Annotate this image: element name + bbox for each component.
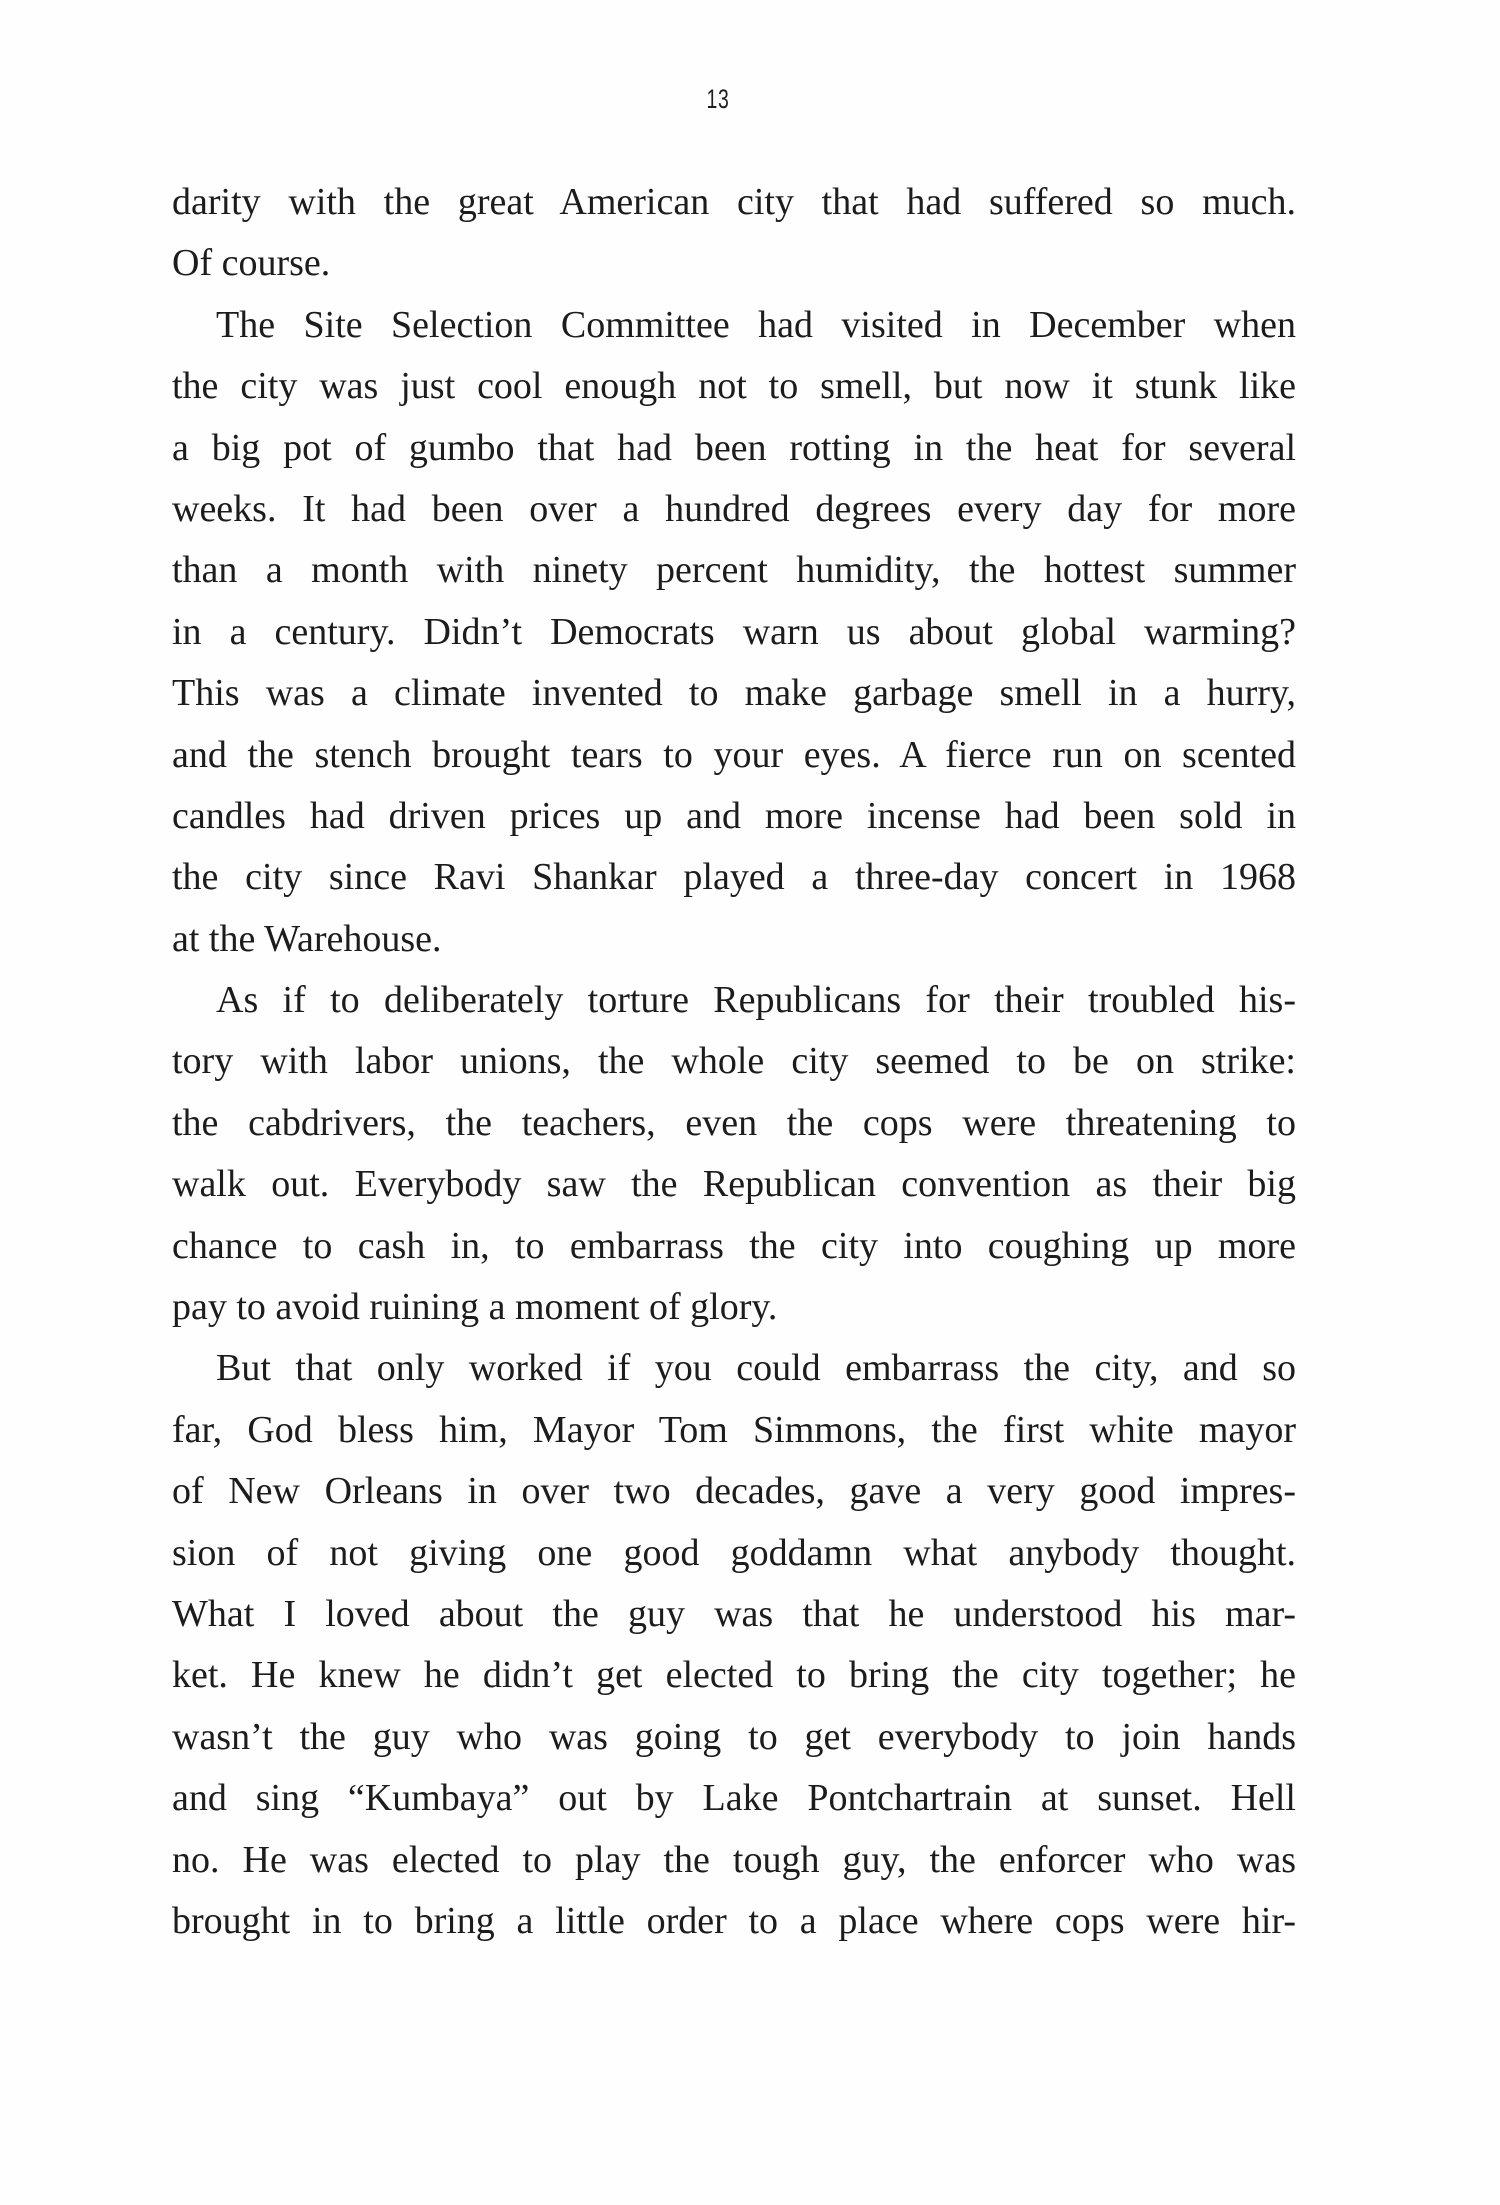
text-line: and the stench brought tears to your eyes. A fierce run on scented bbox=[172, 733, 1296, 776]
paragraph-start-line: The Site Selection Committee had visited in December when bbox=[216, 303, 1296, 346]
body-text bbox=[172, 172, 1296, 1952]
text-line: darity with the great American city that had suffered so much. bbox=[172, 181, 1296, 223]
text-line: at the Warehouse. bbox=[172, 917, 442, 960]
text-line: the city since Ravi Shankar played a three-day concert in 1968 bbox=[172, 856, 1296, 899]
text-line: tory with labor unions, the whole city seemed to be on strike: bbox=[172, 1040, 1296, 1083]
text-line: and sing “Kumbaya” out by Lake Pontchartrain at sunset. Hell bbox=[172, 1777, 1296, 1820]
text-line: pay to avoid ruining a moment of glory. bbox=[172, 1286, 778, 1329]
text-line: What I loved about the guy was that he understood his mar- bbox=[172, 1592, 1296, 1635]
text-line: This was a climate invented to make garbage smell in a hurry, bbox=[172, 672, 1296, 715]
paragraph-start-line: As if to deliberately torture Republicans for their troubled his- bbox=[216, 979, 1296, 1022]
text-line: sion of not giving one good goddamn what anybody thought. bbox=[172, 1531, 1296, 1574]
text-line: ket. He knew he didn’t get elected to bring the city together; he bbox=[172, 1654, 1296, 1697]
text-line: than a month with ninety percent humidity, the hottest summer bbox=[172, 549, 1296, 592]
text-line: Of course. bbox=[172, 242, 331, 285]
text-line: chance to cash in, to embarrass the city into coughing up more bbox=[172, 1224, 1296, 1267]
text-line: of New Orleans in over two decades, gave a very good impres- bbox=[172, 1470, 1296, 1513]
text-line: a big pot of gumbo that had been rotting in the heat for several bbox=[172, 426, 1296, 469]
text-line: weeks. It had been over a hundred degrees every day for more bbox=[172, 487, 1296, 530]
text-line: the city was just cool enough not to smell, but now it stunk like bbox=[172, 365, 1296, 408]
paragraph-start-line: But that only worked if you could embarrass the city, and so bbox=[216, 1347, 1296, 1390]
text-line: the cabdrivers, the teachers, even the cops were threatening to bbox=[172, 1101, 1296, 1144]
text-line: no. He was elected to play the tough guy, the enforcer who was bbox=[172, 1838, 1296, 1881]
page-number: 13 bbox=[706, 84, 730, 114]
text-line: candles had driven prices up and more incense had been sold in bbox=[172, 794, 1296, 837]
text-line: walk out. Everybody saw the Republican convention as their big bbox=[172, 1163, 1296, 1206]
text-line: in a century. Didn’t Democrats warn us about global warming? bbox=[172, 610, 1296, 653]
text-line: brought in to bring a little order to a place where cops were hir- bbox=[172, 1899, 1296, 1942]
text-line: wasn’t the guy who was going to get everybody to join hands bbox=[172, 1715, 1296, 1758]
text-line: far, God bless him, Mayor Tom Simmons, the first white mayor bbox=[172, 1408, 1296, 1451]
